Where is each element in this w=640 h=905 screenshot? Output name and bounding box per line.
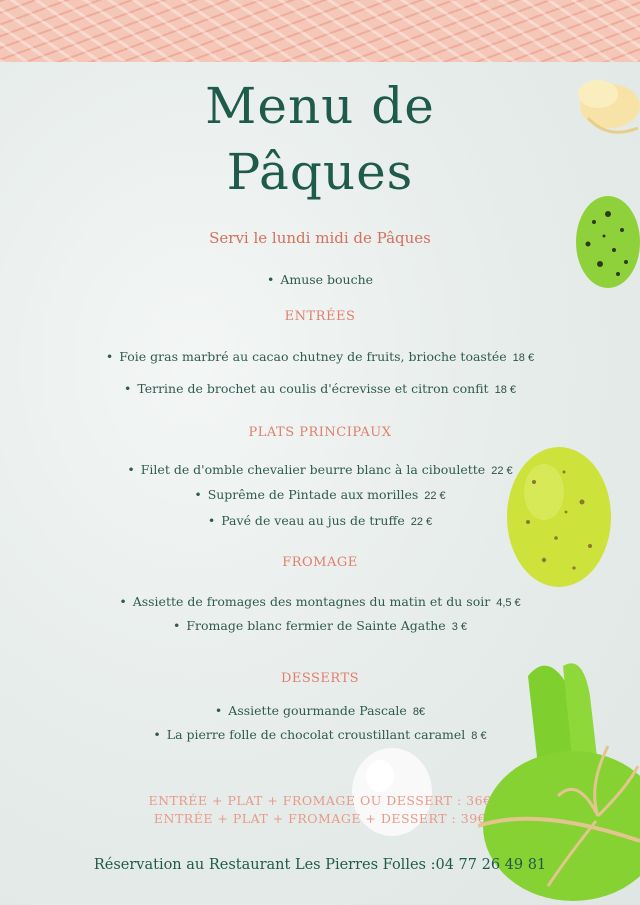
item-label: La pierre folle de chocolat croustillant caramel <box>166 727 466 742</box>
bullet: • <box>207 513 216 528</box>
menu-item <box>0 594 640 609</box>
item-label: Filet de d'omble chevalier beurre blanc à la ciboulette <box>140 462 486 477</box>
bullet: • <box>153 727 161 742</box>
item-price: 18 € <box>512 352 535 364</box>
formula-line-2: ENTRÉE + PLAT + FROMAGE + DESSERT : 39€ <box>153 811 487 826</box>
item-price: 22 € <box>424 490 446 502</box>
item-label: Pavé de veau au jus de truffe <box>221 513 405 528</box>
section-title-fromage: FROMAGE <box>282 555 358 570</box>
item-price: 8€ <box>412 706 426 718</box>
menu-item <box>0 513 640 528</box>
item-price: 18 € <box>494 384 517 396</box>
item-label: Fromage blanc fermier de Sainte Agathe <box>186 618 446 633</box>
bullet: • <box>119 594 127 609</box>
item-label: Assiette gourmande Pascale <box>228 703 407 718</box>
menu-item <box>0 349 640 364</box>
item-price: 22 € <box>491 465 513 477</box>
item-label: Assiette de fromages des montagnes du matin et du soir <box>132 594 491 609</box>
item-price: 3 € <box>451 621 467 633</box>
bullet: • <box>105 349 114 364</box>
pink-marble-band <box>0 0 640 62</box>
menu-item <box>0 381 640 396</box>
formula-line-1: ENTRÉE + PLAT + FROMAGE OU DESSERT : 36€ <box>148 793 492 808</box>
bullet: • <box>123 381 132 396</box>
section-title-desserts: DESSERTS <box>280 671 360 686</box>
item-label: Terrine de brochet au coulis d'écrevisse et citron confit <box>137 381 489 396</box>
page-title-line1: Menu de <box>205 77 435 135</box>
bullet: • <box>214 703 223 718</box>
menu-item <box>0 618 640 633</box>
menu-item <box>0 727 640 742</box>
section-title-plats: PLATS PRINCIPAUX <box>248 425 392 440</box>
section-title-entrees: ENTRÉES <box>284 309 356 324</box>
reservation-footer: Réservation au Restaurant Les Pierres Folles :04 77 26 49 81 <box>93 857 547 873</box>
item-price: 22 € <box>410 516 433 528</box>
item-label: Amuse bouche <box>280 272 374 287</box>
menu-item <box>0 487 640 502</box>
bullet: • <box>194 487 202 502</box>
menu-subtitle: Servi le lundi midi de Pâques <box>209 229 431 247</box>
item-label: Foie gras marbré au cacao chutney de fruits, brioche toastée <box>119 349 507 364</box>
page-title-line2: Pâques <box>226 143 414 201</box>
item-label: Suprême de Pintade aux morilles <box>207 487 419 502</box>
menu-item <box>0 703 640 718</box>
bullet: • <box>173 618 181 633</box>
amuse-bouche-item <box>0 272 640 287</box>
menu-item <box>0 462 640 477</box>
item-price: 4,5 € <box>496 597 521 609</box>
bullet: • <box>127 462 135 477</box>
bullet: • <box>266 272 275 287</box>
item-price: 8 € <box>471 730 487 742</box>
